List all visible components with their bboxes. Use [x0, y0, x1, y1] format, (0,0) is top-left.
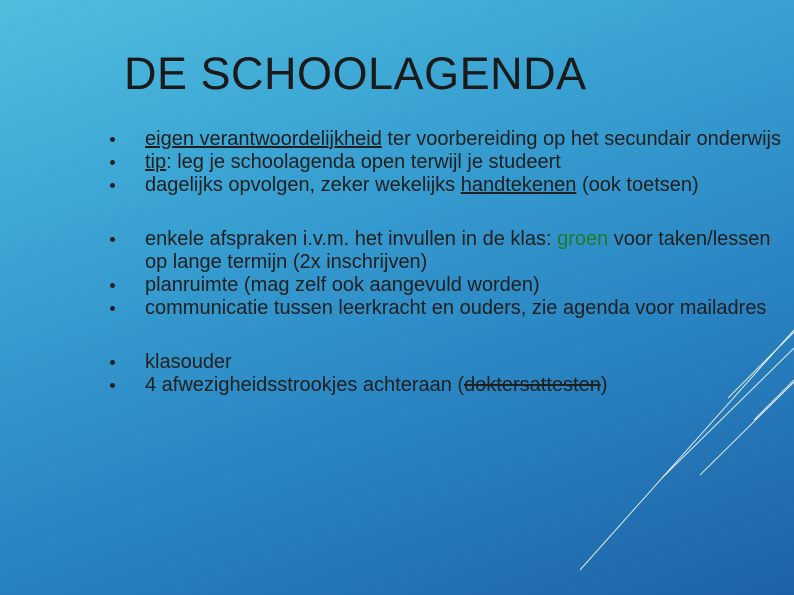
- list-item-text: ): [600, 374, 608, 396]
- list-item-text: ter voorbereiding op het secundair onderwijs: [381, 128, 781, 150]
- list-item: [110, 128, 790, 151]
- list-item: [110, 174, 790, 197]
- list-item-text: enkele afspraken i.v.m. het invullen in de klas:: [145, 228, 558, 250]
- list-item: [110, 351, 790, 374]
- bullet-dot-icon: [110, 283, 115, 288]
- list-item-text: communicatie tussen leerkracht en ouders, zie agenda voor mailadres: [145, 297, 767, 319]
- bullet-dot-icon: [110, 237, 115, 242]
- list-item-text: klasouder: [145, 351, 232, 373]
- green-highlight-text: groen: [557, 228, 609, 250]
- bullet-dot-icon: [110, 306, 115, 311]
- bullet-dot-icon: [110, 360, 115, 365]
- list-item: [110, 297, 790, 320]
- slide-title: DE SCHOOLAGENDA: [124, 48, 587, 99]
- underlined-text: handtekenen: [460, 174, 577, 196]
- list-item: [110, 228, 790, 274]
- list-item-text: 4 afwezigheidsstrookjes achteraan (: [145, 374, 465, 396]
- bullet-list: [110, 128, 790, 397]
- list-item-text: planruimte (mag zelf ook aangevuld worden): [145, 274, 540, 296]
- bullet-dot-icon: [110, 160, 115, 165]
- list-item-text: (ook toetsen): [576, 174, 699, 196]
- bullet-dot-icon: [110, 137, 115, 142]
- bullet-dot-icon: [110, 183, 115, 188]
- list-item-text: dagelijks opvolgen, zeker wekelijks: [145, 174, 461, 196]
- bullet-dot-icon: [110, 383, 115, 388]
- list-item: [110, 374, 790, 397]
- underlined-text: tip: [145, 151, 167, 173]
- list-item: [110, 274, 790, 297]
- list-item-text: voor taken/lessen op lange termijn (2x inschrijven): [145, 228, 771, 273]
- list-item: [110, 151, 790, 174]
- list-item-text: : leg je schoolagenda open terwijl je studeert: [166, 151, 561, 173]
- struck-text: doktersattesten: [464, 374, 601, 396]
- underlined-text: eigen verantwoordelijkheid: [145, 128, 382, 150]
